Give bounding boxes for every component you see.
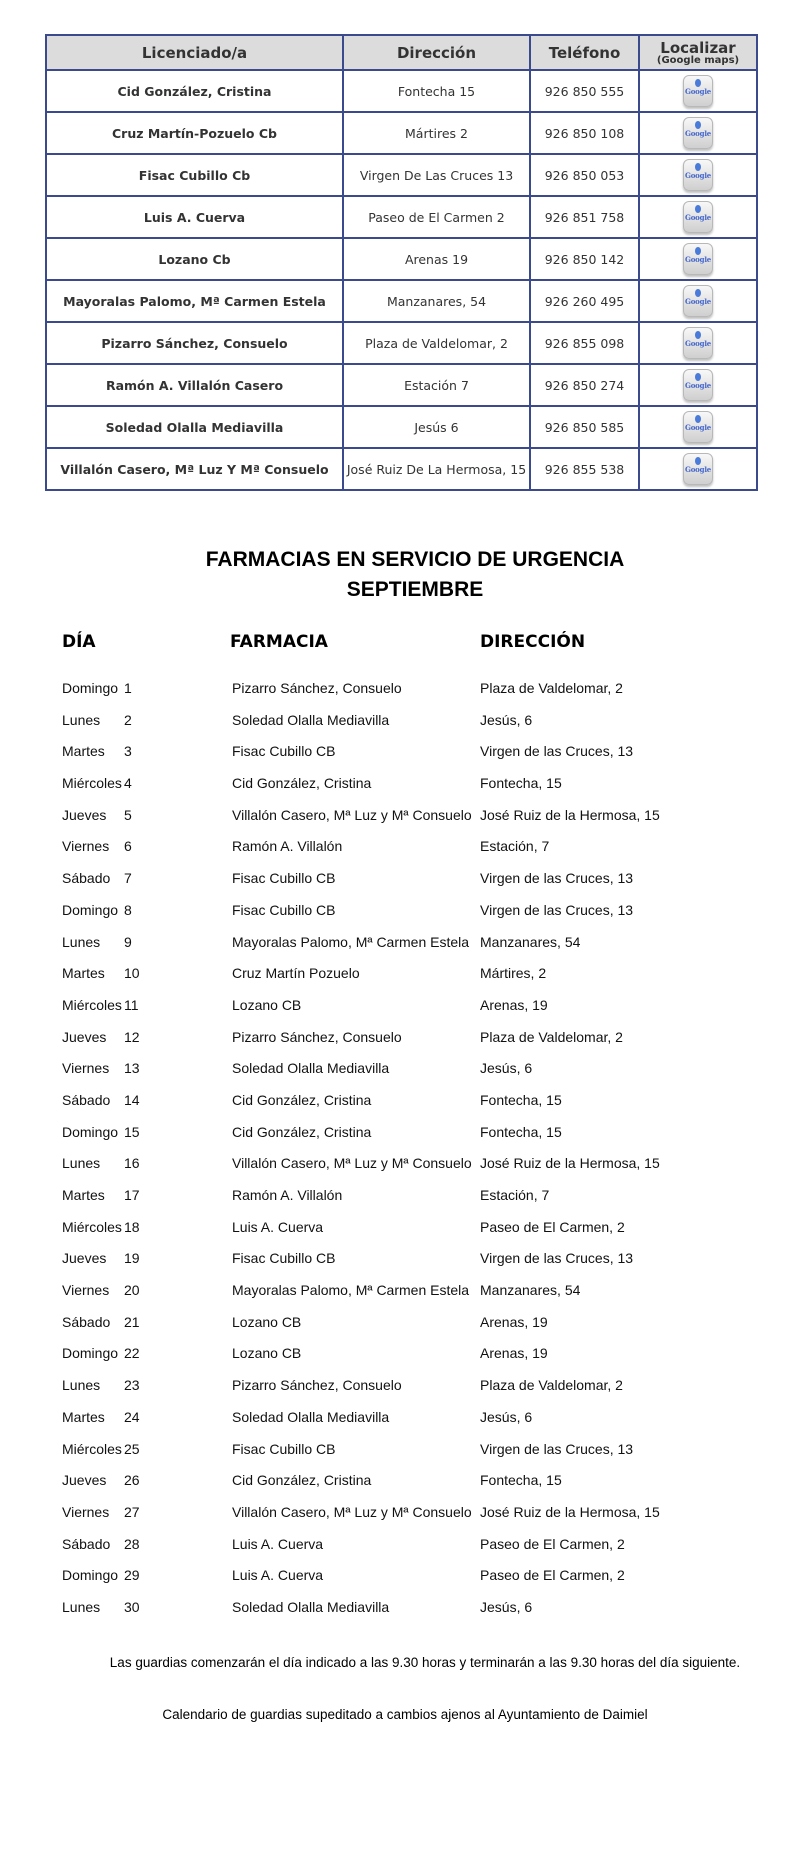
- header-localizar: [639, 35, 757, 70]
- locate-cell: [639, 196, 757, 238]
- google-logo-text: Google: [684, 297, 712, 306]
- schedule-address: Paseo de El Carmen, 2: [480, 1567, 625, 1584]
- col-header-dia: DÍA: [62, 632, 96, 652]
- pharmacy-address: Jesús 6: [343, 406, 530, 448]
- schedule-address: Paseo de El Carmen, 2: [480, 1535, 625, 1552]
- schedule-date: 17: [124, 1187, 140, 1203]
- schedule-address: Jesús, 6: [480, 1060, 533, 1077]
- schedule-date: 1: [124, 680, 132, 696]
- schedule-address: Manzanares, 54: [480, 933, 581, 950]
- schedule-address: José Ruiz de la Hermosa, 15: [480, 1155, 660, 1172]
- schedule-pharmacy: Mayoralas Palomo, Mª Carmen Estela: [232, 1282, 470, 1299]
- pharmacist-name: Pizarro Sánchez, Consuelo: [46, 322, 343, 364]
- table-row: [46, 322, 757, 364]
- schedule-pharmacy: Soledad Olalla Mediavilla: [232, 1408, 390, 1425]
- schedule-day: Sábado: [62, 1091, 111, 1108]
- google-maps-icon[interactable]: [683, 453, 713, 485]
- schedule-address: Virgen de las Cruces, 13: [480, 1250, 634, 1267]
- schedule-address: Virgen de las Cruces, 13: [480, 901, 634, 918]
- schedule-address: Jesús, 6: [480, 711, 533, 728]
- pharmacy-phone: 926 851 758: [530, 196, 639, 238]
- schedule-date: 7: [124, 870, 132, 887]
- pharmacist-name: Mayoralas Palomo, Mª Carmen Estela: [46, 280, 343, 322]
- header-direccion: Dirección: [343, 35, 530, 70]
- schedule-pharmacy: Fisac Cubillo CB: [232, 901, 336, 918]
- table-row: [46, 238, 757, 280]
- schedule-pharmacy: Villalón Casero, Mª Luz y Mª Consuelo: [232, 1503, 472, 1520]
- pharmacy-phone: 926 855 098: [530, 322, 639, 364]
- schedule-row: [0, 1468, 800, 1500]
- schedule-row: [0, 1025, 800, 1057]
- schedule-pharmacy: Lozano CB: [232, 1345, 302, 1362]
- schedule-pharmacy: Pizarro Sánchez, Consuelo: [232, 680, 402, 696]
- pharmacy-phone: 926 855 538: [530, 448, 639, 490]
- schedule-row: [0, 1088, 800, 1120]
- locate-cell: [639, 280, 757, 322]
- schedule-address: Manzanares, 54: [480, 1282, 581, 1299]
- schedule-pharmacy: Cid González, Cristina: [232, 1091, 372, 1108]
- schedule-address: Plaza de Valdelomar, 2: [480, 680, 623, 696]
- schedule-address: Arenas, 19: [480, 996, 548, 1013]
- hours-note: Las guardias comenzarán el día indicado a las 9.30 horas y terminarán a las 9.30 horas del día siguiente.: [109, 1655, 741, 1670]
- schedule-pharmacy: Soledad Olalla Mediavilla: [232, 1060, 390, 1077]
- locate-cell: [639, 448, 757, 490]
- pharmacy-address: Fontecha 15: [343, 70, 530, 112]
- schedule-date: 23: [124, 1377, 140, 1394]
- schedule-day: Jueves: [62, 1028, 107, 1045]
- schedule-address: Plaza de Valdelomar, 2: [480, 1028, 623, 1045]
- schedule-pharmacy: Soledad Olalla Mediavilla: [232, 1598, 390, 1615]
- schedule-pharmacy: Villalón Casero, Mª Luz y Mª Consuelo: [232, 806, 472, 823]
- pharmacist-name: Villalón Casero, Mª Luz Y Mª Consuelo: [46, 448, 343, 490]
- schedule-row: [0, 1373, 800, 1405]
- schedule-row: [0, 1595, 800, 1627]
- schedule-pharmacy: Cruz Martín Pozuelo: [232, 965, 360, 982]
- schedule-day: Martes: [62, 1408, 105, 1425]
- schedule-day: Domingo: [62, 680, 119, 696]
- schedule-address: Virgen de las Cruces, 13: [480, 870, 634, 887]
- google-maps-icon[interactable]: [683, 201, 713, 233]
- locate-cell: [639, 112, 757, 154]
- schedule-day: Sábado: [62, 1535, 111, 1552]
- schedule-day: Lunes: [62, 1377, 101, 1394]
- schedule-row: [0, 961, 800, 993]
- schedule-pharmacy: Fisac Cubillo CB: [232, 1440, 336, 1457]
- google-logo-text: Google: [684, 465, 712, 474]
- schedule-row: [0, 1563, 800, 1595]
- schedule-row: [0, 898, 800, 930]
- schedule-row: [0, 1120, 800, 1152]
- schedule-date: 28: [124, 1535, 140, 1552]
- google-maps-icon[interactable]: [683, 327, 713, 359]
- schedule-day: Miércoles: [62, 1218, 122, 1235]
- pharmacy-phone: 926 850 142: [530, 238, 639, 280]
- table-row: [46, 112, 757, 154]
- schedule-date: 18: [124, 1218, 140, 1235]
- schedule-date: 19: [124, 1250, 140, 1267]
- schedule-day: Martes: [62, 1187, 105, 1203]
- pharmacy-address: Plaza de Valdelomar, 2: [343, 322, 530, 364]
- google-maps-icon[interactable]: [683, 117, 713, 149]
- schedule-address: Virgen de las Cruces, 13: [480, 743, 634, 760]
- google-logo-text: Google: [684, 423, 712, 432]
- header-localizar-label: Localizar: [660, 38, 736, 57]
- schedule-date: 25: [124, 1440, 140, 1457]
- schedule-day: Martes: [62, 743, 105, 760]
- schedule-address: Fontecha, 15: [480, 775, 562, 792]
- schedule-date: 9: [124, 933, 132, 950]
- pharmacy-phone: 926 260 495: [530, 280, 639, 322]
- schedule-pharmacy: Mayoralas Palomo, Mª Carmen Estela: [232, 933, 470, 950]
- schedule-pharmacy: Soledad Olalla Mediavilla: [232, 711, 390, 728]
- schedule-row: [0, 1437, 800, 1469]
- schedule-row: [0, 1215, 800, 1247]
- schedule-pharmacy: Ramón A. Villalón: [232, 1187, 343, 1203]
- pharmacy-address: Virgen De Las Cruces 13: [343, 154, 530, 196]
- schedule-day: Lunes: [62, 933, 101, 950]
- schedule-pharmacy: Luis A. Cuerva: [232, 1218, 324, 1235]
- schedule-day: Miércoles: [62, 775, 122, 792]
- pharmacy-address: Manzanares, 54: [343, 280, 530, 322]
- schedule-pharmacy: Fisac Cubillo CB: [232, 870, 336, 887]
- schedule-day: Jueves: [62, 1472, 107, 1489]
- schedule-date: 29: [124, 1567, 140, 1584]
- schedule-row: [0, 739, 800, 771]
- schedule-pharmacy: Pizarro Sánchez, Consuelo: [232, 1377, 402, 1394]
- pharmacy-phone: 926 850 053: [530, 154, 639, 196]
- schedule-row: [0, 1056, 800, 1088]
- schedule-row: [0, 993, 800, 1025]
- schedule-date: 5: [124, 806, 132, 823]
- table-row: [46, 448, 757, 490]
- schedule-row: [0, 1405, 800, 1437]
- schedule-row: [0, 834, 800, 866]
- pharmacist-name: Cid González, Cristina: [46, 70, 343, 112]
- map-pin-icon: [695, 373, 701, 381]
- schedule-pharmacy: Cid González, Cristina: [232, 1472, 372, 1489]
- pharmacy-phone: 926 850 555: [530, 70, 639, 112]
- locate-cell: [639, 406, 757, 448]
- pharmacy-table: [45, 34, 758, 491]
- col-header-farmacia: FARMACIA: [230, 632, 328, 652]
- schedule-address: Fontecha, 15: [480, 1091, 562, 1108]
- schedule-date: 16: [124, 1155, 140, 1172]
- schedule-month: SEPTIEMBRE: [346, 578, 484, 601]
- google-maps-icon[interactable]: [683, 369, 713, 401]
- schedule-row: [0, 676, 800, 708]
- schedule-date: 22: [124, 1345, 140, 1362]
- schedule-address: José Ruiz de la Hermosa, 15: [480, 1503, 660, 1520]
- schedule-address: Arenas, 19: [480, 1345, 548, 1362]
- schedule-date: 8: [124, 901, 132, 918]
- table-row: [46, 70, 757, 112]
- schedule-date: 15: [124, 1123, 140, 1140]
- schedule-date: 12: [124, 1028, 140, 1045]
- schedule-row: [0, 1341, 800, 1373]
- map-pin-icon: [695, 163, 701, 171]
- map-pin-icon: [695, 457, 701, 465]
- schedule-pharmacy: Cid González, Cristina: [232, 1123, 372, 1140]
- schedule-pharmacy: Villalón Casero, Mª Luz y Mª Consuelo: [232, 1155, 472, 1172]
- schedule-pharmacy: Fisac Cubillo CB: [232, 1250, 336, 1267]
- schedule-address: Mártires, 2: [480, 965, 547, 982]
- schedule-address: Arenas, 19: [480, 1313, 548, 1330]
- schedule-address: Estación, 7: [480, 838, 550, 855]
- pharmacist-name: Soledad Olalla Mediavilla: [46, 406, 343, 448]
- schedule-date: 27: [124, 1503, 140, 1520]
- pharmacy-phone: 926 850 108: [530, 112, 639, 154]
- schedule-day: Viernes: [62, 1503, 110, 1520]
- google-logo-text: Google: [684, 129, 712, 138]
- disclaimer-note: Calendario de guardias supeditado a cambios ajenos al Ayuntamiento de Daimiel: [162, 1707, 648, 1722]
- schedule-row: [0, 708, 800, 740]
- schedule-day: Domingo: [62, 1345, 119, 1362]
- schedule-pharmacy: Luis A. Cuerva: [232, 1535, 324, 1552]
- google-logo-text: Google: [684, 213, 712, 222]
- schedule-address: Virgen de las Cruces, 13: [480, 1440, 634, 1457]
- schedule-date: 6: [124, 838, 132, 855]
- pharmacy-address: Paseo de El Carmen 2: [343, 196, 530, 238]
- pharmacy-address: Estación 7: [343, 364, 530, 406]
- map-pin-icon: [695, 205, 701, 213]
- pharmacy-phone: 926 850 585: [530, 406, 639, 448]
- google-maps-icon[interactable]: [683, 285, 713, 317]
- schedule-day: Domingo: [62, 1123, 119, 1140]
- locate-cell: [639, 154, 757, 196]
- pharmacist-name: Lozano Cb: [46, 238, 343, 280]
- schedule-day: Lunes: [62, 711, 101, 728]
- schedule-pharmacy: Ramón A. Villalón: [232, 838, 343, 855]
- table-row: [46, 406, 757, 448]
- schedule-address: Fontecha, 15: [480, 1123, 562, 1140]
- schedule-list: [0, 676, 800, 1627]
- table-row: [46, 364, 757, 406]
- schedule-row: [0, 1532, 800, 1564]
- pharmacy-address: Arenas 19: [343, 238, 530, 280]
- schedule-row: [0, 1310, 800, 1342]
- schedule-row: [0, 1246, 800, 1278]
- schedule-day: Lunes: [62, 1155, 101, 1172]
- schedule-row: [0, 1500, 800, 1532]
- google-maps-icon[interactable]: [683, 159, 713, 191]
- pharmacy-address: José Ruiz De La Hermosa, 15: [343, 448, 530, 490]
- map-pin-icon: [695, 415, 701, 423]
- schedule-pharmacy: Fisac Cubillo CB: [232, 743, 336, 760]
- schedule-title: FARMACIAS EN SERVICIO DE URGENCIA: [205, 548, 625, 571]
- schedule-day: Domingo: [62, 901, 119, 918]
- schedule-address: Jesús, 6: [480, 1598, 533, 1615]
- map-pin-icon: [695, 289, 701, 297]
- schedule-row: [0, 1151, 800, 1183]
- schedule-pharmacy: Cid González, Cristina: [232, 775, 372, 792]
- schedule-day: Sábado: [62, 1313, 111, 1330]
- pharmacist-name: Fisac Cubillo Cb: [46, 154, 343, 196]
- pharmacist-name: Luis A. Cuerva: [46, 196, 343, 238]
- google-logo-text: Google: [684, 87, 712, 96]
- schedule-row: [0, 930, 800, 962]
- schedule-date: 13: [124, 1060, 140, 1077]
- schedule-address: Fontecha, 15: [480, 1472, 562, 1489]
- schedule-row: [0, 771, 800, 803]
- header-localizar-sub: (Google maps): [656, 54, 740, 66]
- pharmacist-name: Cruz Martín-Pozuelo Cb: [46, 112, 343, 154]
- table-row: [46, 196, 757, 238]
- google-maps-icon[interactable]: [683, 243, 713, 275]
- locate-cell: [639, 364, 757, 406]
- schedule-pharmacy: Pizarro Sánchez, Consuelo: [232, 1028, 402, 1045]
- schedule-address: Estación, 7: [480, 1187, 550, 1203]
- schedule-date: 2: [124, 711, 132, 728]
- schedule-address: Jesús, 6: [480, 1408, 533, 1425]
- schedule-row: [0, 1183, 800, 1215]
- map-pin-icon: [695, 121, 701, 129]
- schedule-day: Jueves: [62, 1250, 107, 1267]
- schedule-address: Plaza de Valdelomar, 2: [480, 1377, 623, 1394]
- table-header-row: [46, 35, 757, 70]
- schedule-pharmacy: Luis A. Cuerva: [232, 1567, 324, 1584]
- table-row: [46, 280, 757, 322]
- schedule-date: 14: [124, 1091, 140, 1108]
- schedule-day: Sábado: [62, 870, 111, 887]
- locate-cell: [639, 238, 757, 280]
- map-pin-icon: [695, 79, 701, 87]
- header-telefono: Teléfono: [530, 35, 639, 70]
- schedule-day: Lunes: [62, 1598, 101, 1615]
- schedule-date: 10: [124, 965, 140, 982]
- google-maps-icon[interactable]: [683, 411, 713, 443]
- google-maps-icon[interactable]: [683, 75, 713, 107]
- col-header-direccion: DIRECCIÓN: [480, 632, 586, 652]
- schedule-date: 20: [124, 1282, 140, 1299]
- schedule-pharmacy: Lozano CB: [232, 1313, 302, 1330]
- schedule-day: Jueves: [62, 806, 107, 823]
- schedule-address: Paseo de El Carmen, 2: [480, 1218, 625, 1235]
- schedule-row: [0, 866, 800, 898]
- schedule-day: Viernes: [62, 838, 110, 855]
- schedule-day: Viernes: [62, 1282, 110, 1299]
- header-licenciado: Licenciado/a: [46, 35, 343, 70]
- schedule-date: 4: [124, 775, 132, 792]
- schedule-day: Miércoles: [62, 996, 122, 1013]
- pharmacy-phone: 926 850 274: [530, 364, 639, 406]
- schedule-date: 11: [124, 996, 139, 1013]
- google-logo-text: Google: [684, 339, 712, 348]
- schedule-date: 3: [124, 743, 132, 760]
- pharmacist-name: Ramón A. Villalón Casero: [46, 364, 343, 406]
- schedule-date: 26: [124, 1472, 140, 1489]
- pharmacy-address: Mártires 2: [343, 112, 530, 154]
- google-logo-text: Google: [684, 171, 712, 180]
- schedule-day: Miércoles: [62, 1440, 122, 1457]
- schedule-date: 24: [124, 1408, 140, 1425]
- map-pin-icon: [695, 331, 701, 339]
- schedule-day: Martes: [62, 965, 105, 982]
- google-logo-text: Google: [684, 381, 712, 390]
- map-pin-icon: [695, 247, 701, 255]
- schedule-pharmacy: Lozano CB: [232, 996, 302, 1013]
- schedule-date: 30: [124, 1598, 140, 1615]
- schedule-row: [0, 1278, 800, 1310]
- schedule-day: Domingo: [62, 1567, 119, 1584]
- locate-cell: [639, 322, 757, 364]
- schedule-date: 21: [124, 1313, 140, 1330]
- table-row: [46, 154, 757, 196]
- locate-cell: [639, 70, 757, 112]
- google-logo-text: Google: [684, 255, 712, 264]
- schedule-address: José Ruiz de la Hermosa, 15: [480, 806, 660, 823]
- schedule-day: Viernes: [62, 1060, 110, 1077]
- schedule-row: [0, 803, 800, 835]
